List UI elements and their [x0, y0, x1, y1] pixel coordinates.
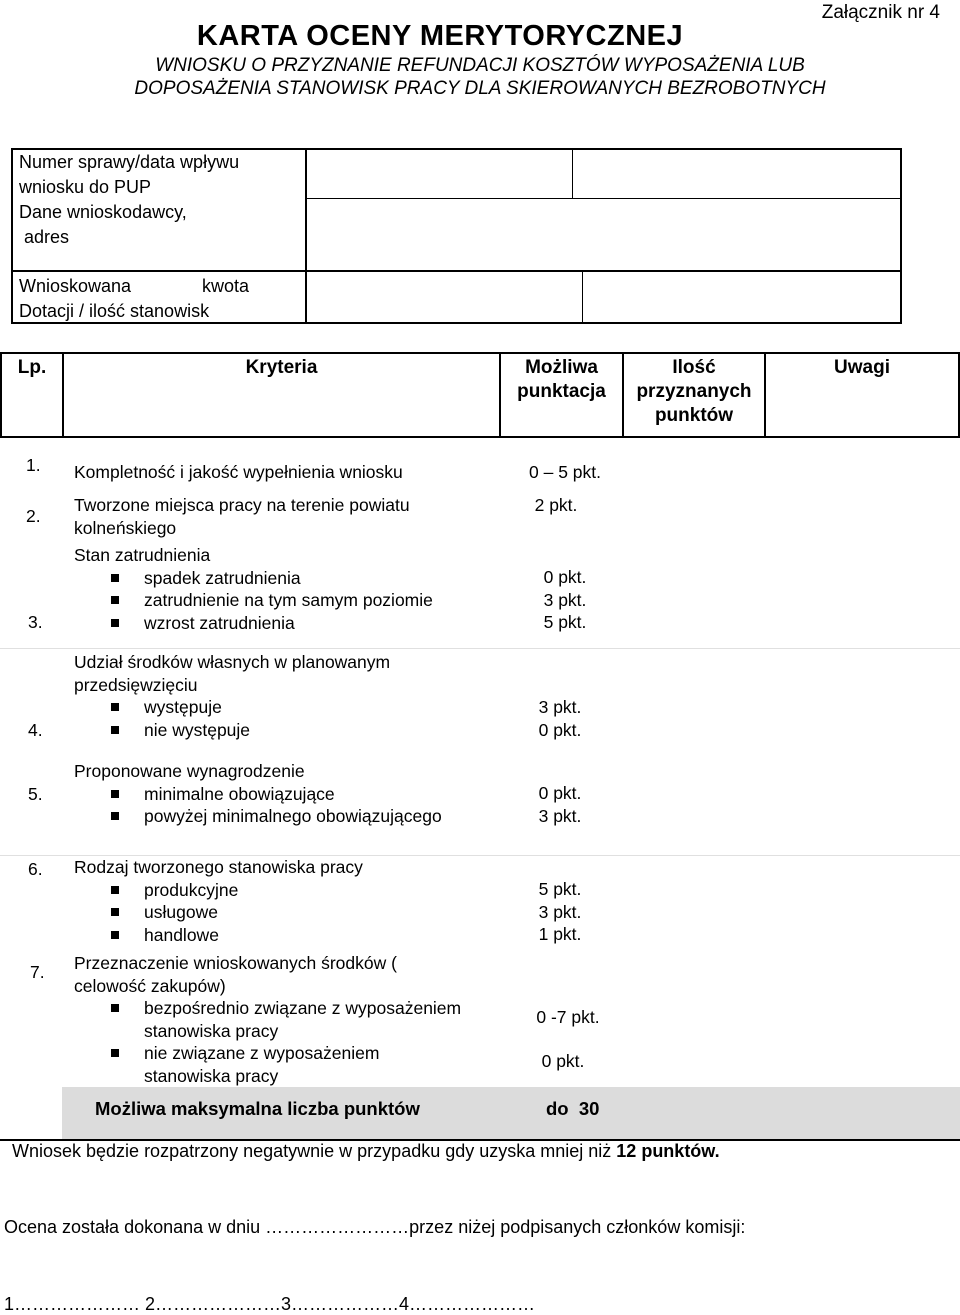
- applicant-label: Dane wnioskodawcy, adres: [19, 202, 187, 247]
- row-5-points: 0 pkt. 3 pkt.: [538, 783, 582, 826]
- header-lp: Lp.: [17, 357, 47, 378]
- row-7-item: nie związane z wyposażeniem: [74, 1042, 461, 1065]
- amount-field[interactable]: [307, 272, 582, 322]
- row-4-criterion: Udział środków własnych w planowanym przedsięwzięciu występuje nie występuje: [74, 652, 391, 740]
- row-4-number: 4.: [28, 720, 43, 740]
- row-3-item: wzrost zatrudnienia: [74, 612, 433, 635]
- case-number-field[interactable]: [307, 150, 572, 198]
- row-7-points-2: 0 pkt.: [541, 1051, 585, 1071]
- row-6-item: produkcyjne: [74, 879, 363, 902]
- row-7-criterion: Przeznaczenie wnioskowanych środków ( celowość zakupów) bezpośrednio związane z wyposażeniem stanowiska pracy nie związane z wyposażeniem stanowiska pracy: [74, 953, 462, 1086]
- row-7-item: bezpośrednio związane z wyposażeniem: [74, 997, 461, 1020]
- row-3-points: 0 pkt. 3 pkt. 5 pkt.: [543, 567, 587, 632]
- page-subtitle-line-1: WNIOSKU O PRZYZNANIE REFUNDACJI KOSZTÓW WYPOSAŻENIA LUB: [155, 55, 805, 76]
- row-3-item: zatrudnienie na tym samym poziomie: [74, 589, 433, 612]
- row-2-criterion: Tworzone miejsca pracy na terenie powiatu kolneńskiego: [74, 495, 410, 538]
- row-5-criterion: Proponowane wynagrodzenie minimalne obowiązujące powyżej minimalnego obowiązującego: [74, 761, 442, 826]
- header-possible-points: Możliwa punktacja: [517, 357, 606, 402]
- row-6-criterion: Rodzaj tworzonego stanowiska pracy produkcyjne usługowe handlowe: [74, 857, 363, 945]
- row-5-item: minimalne obowiązujące: [74, 783, 442, 806]
- page-title: KARTA OCENY MERYTORYCZNEJ: [196, 20, 684, 52]
- row-1-points: 0 – 5 pkt.: [529, 462, 601, 482]
- page-subtitle-line-2: DOPOSAŻENIA STANOWISK PRACY DLA SKIEROWANYCH BEZROBOTNYCH: [134, 78, 826, 99]
- row-6-item: usługowe: [74, 901, 363, 924]
- header-notes: Uwagi: [834, 357, 890, 378]
- row-4-item: nie występuje: [74, 719, 390, 742]
- row-3-item: spadek zatrudnienia: [74, 567, 433, 590]
- header-awarded-points: Ilość przyznanych punktów: [636, 357, 752, 426]
- max-points-label: Możliwa maksymalna liczba punktów: [95, 1098, 420, 1119]
- evaluation-date-line: Ocena została dokonana w dniu ……………………przez niżej podpisanych członków komisji:: [4, 1217, 746, 1237]
- row-4-points: 3 pkt. 0 pkt.: [538, 697, 582, 740]
- annex-label: Załącznik nr 4: [821, 2, 940, 23]
- case-number-label: Numer sprawy/data wpływu wniosku do PUP: [19, 152, 240, 197]
- row-6-points: 5 pkt. 3 pkt. 1 pkt.: [538, 879, 582, 944]
- row-3-criterion: Stan zatrudnienia spadek zatrudnienia zatrudnienie na tym samym poziomie wzrost zatrudnienia: [74, 545, 433, 633]
- row-5-number: 5.: [28, 784, 43, 804]
- row-2-number: 2.: [26, 506, 41, 526]
- applicant-field[interactable]: [307, 199, 900, 270]
- row-2-points: 2 pkt.: [534, 495, 578, 515]
- header-criteria: Kryteria: [245, 357, 318, 378]
- row-1-criterion: Kompletność i jakość wypełnienia wniosku: [74, 462, 403, 482]
- row-6-number: 6.: [28, 859, 43, 879]
- positions-field[interactable]: [583, 272, 900, 322]
- row-6-item: handlowe: [74, 924, 363, 947]
- rejection-note: Wniosek będzie rozpatrzony negatywnie w przypadku gdy uzyska mniej niż 12 punktów.: [12, 1141, 720, 1161]
- amount-label: Wnioskowana kwota Dotacji / ilość stanowisk: [19, 276, 249, 321]
- row-5-item: powyżej minimalnego obowiązującego: [74, 805, 442, 828]
- row-1-number: 1.: [26, 455, 41, 475]
- row-7-number: 7.: [30, 962, 45, 982]
- row-4-item: występuje: [74, 696, 390, 719]
- row-3-number: 3.: [28, 612, 43, 632]
- receipt-date-field[interactable]: [573, 150, 900, 198]
- max-points-value: do 30: [546, 1098, 600, 1119]
- signature-line: 1………………… 2…………………3………………4…………………: [4, 1294, 536, 1314]
- row-7-points-1: 0 -7 pkt.: [536, 1007, 600, 1027]
